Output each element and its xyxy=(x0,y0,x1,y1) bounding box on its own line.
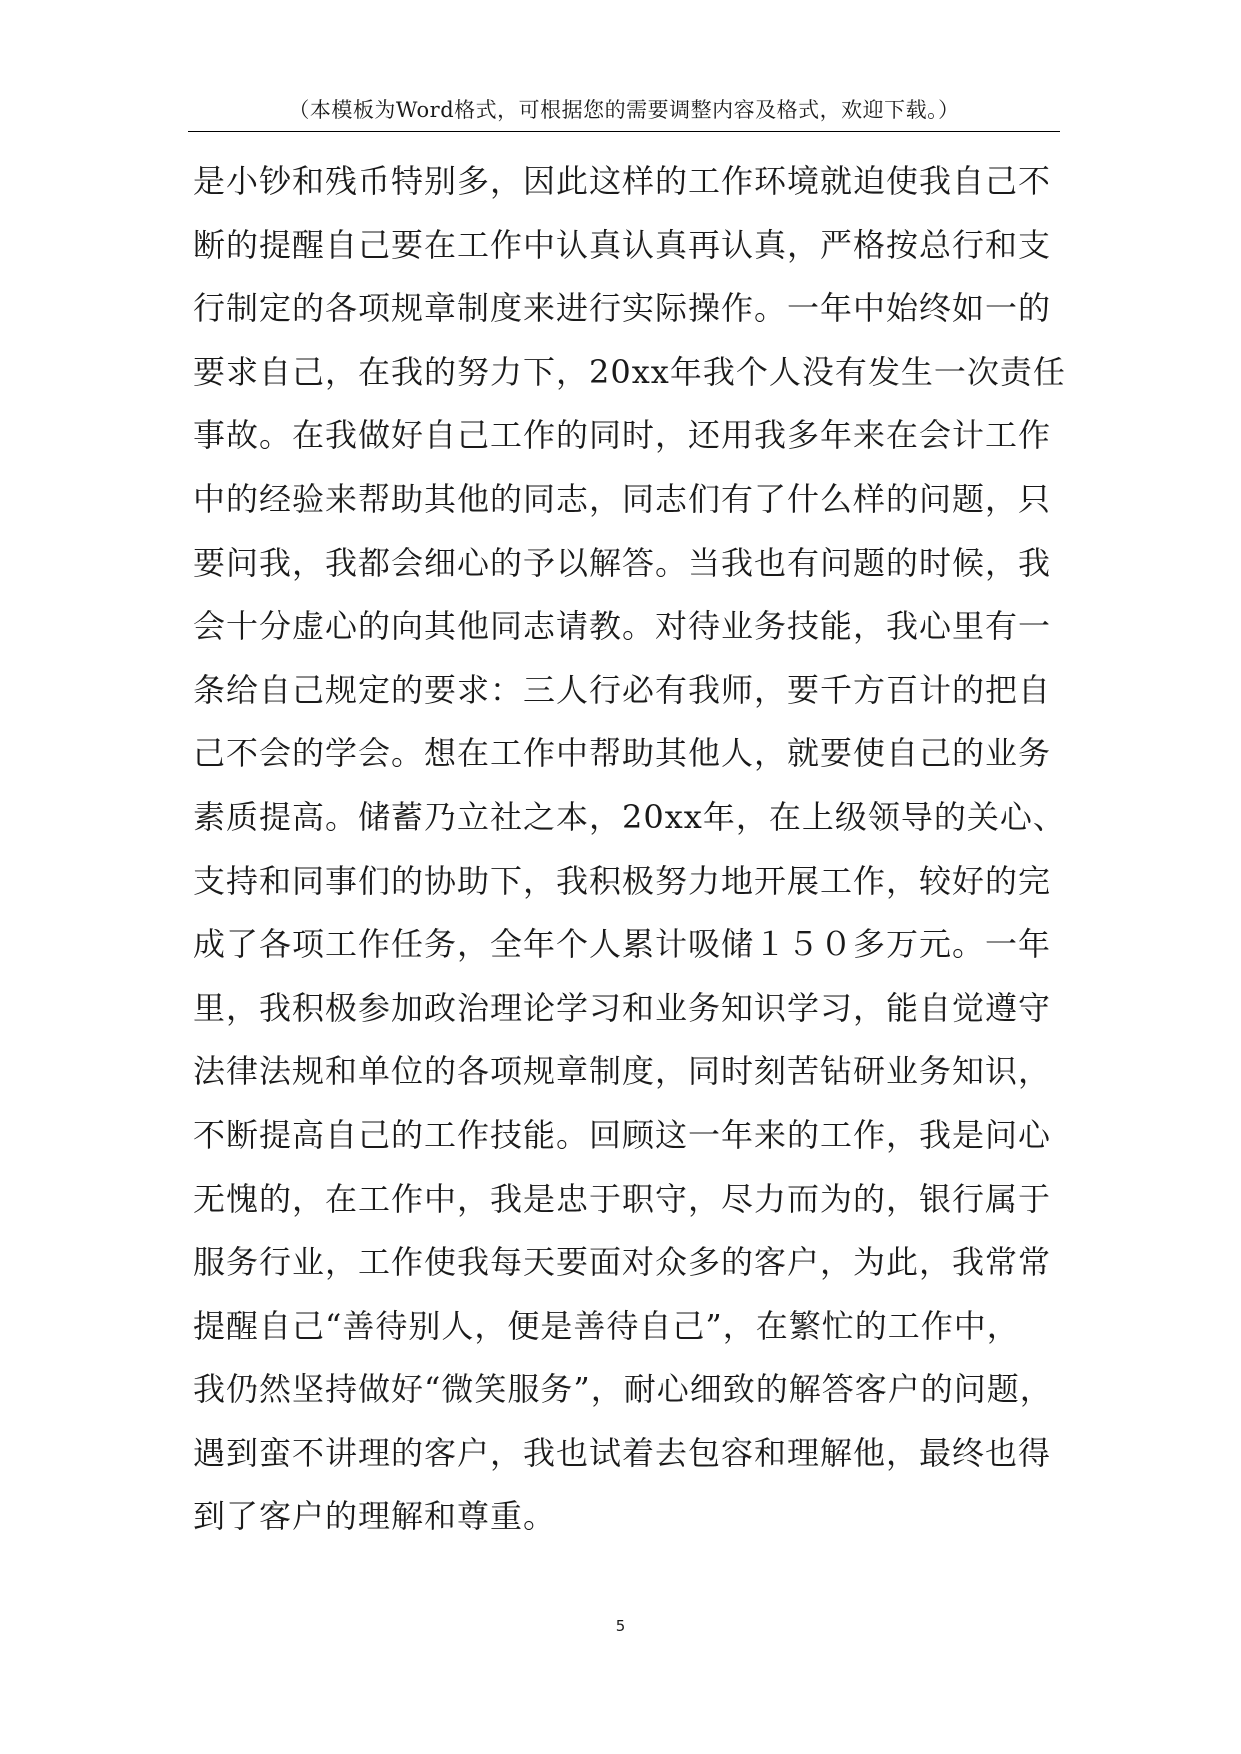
text-line: 是小钞和残币特别多，因此这样的工作环境就迫使我自己不 xyxy=(193,162,1052,200)
text-line: 支持和同事们的协助下，我积极努力地开展工作，较好的完 xyxy=(193,861,1052,900)
page-header-note: （本模板为Word格式，可根据您的需要调整内容及格式，欢迎下载。） xyxy=(288,98,960,122)
text-line: 法律法规和单位的各项规章制度，同时刻苦钻研业务知识， xyxy=(193,1052,1052,1091)
text-line: 里，我积极参加政治理论学习和业务知识学习，能自觉遵守 xyxy=(193,988,1052,1027)
text-line: 行制定的各项规章制度来进行实际操作。一年中始终如一的 xyxy=(193,289,1052,328)
text-line: 成了各项工作任务，全年个人累计吸储１５０多万元。一年 xyxy=(193,925,1052,964)
text-line: 事故。在我做好自己工作的同时，还用我多年来在会计工作 xyxy=(193,416,1052,455)
page-number: 5 xyxy=(615,1617,626,1635)
text-line: 中的经验来帮助其他的同志，同志们有了什么样的问题，只 xyxy=(193,479,1052,518)
text-line: 我仍然坚持做好“微笑服务”，耐心细致的解答客户的问题， xyxy=(193,1370,1053,1409)
text-line: 要问我，我都会细心的予以解答。当我也有问题的时候，我 xyxy=(193,543,1052,582)
body-text xyxy=(193,150,1073,1549)
text-line: 到了客户的理解和尊重。 xyxy=(193,1497,557,1536)
text-line: 己不会的学会。想在工作中帮助其他人，就要使自己的业务 xyxy=(193,734,1052,773)
text-line: 条给自己规定的要求：三人行必有我师，要千方百计的把自 xyxy=(193,670,1052,709)
text-line: 提醒自己“善待别人，便是善待自己”，在繁忙的工作中， xyxy=(193,1306,1020,1345)
text-line: 遇到蛮不讲理的客户，我也试着去包容和理解他，最终也得 xyxy=(193,1433,1052,1472)
text-line: 无愧的，在工作中，我是忠于职守，尽力而为的，银行属于 xyxy=(193,1179,1052,1218)
header-divider xyxy=(188,131,1060,132)
text-line: 不断提高自己的工作技能。回顾这一年来的工作，我是问心 xyxy=(193,1115,1052,1154)
text-line: 断的提醒自己要在工作中认真认真再认真，严格按总行和支 xyxy=(193,225,1052,264)
text-line: 服务行业，工作使我每天要面对众多的客户，为此，我常常 xyxy=(193,1243,1052,1282)
text-line: 会十分虚心的向其他同志请教。对待业务技能，我心里有一 xyxy=(193,607,1052,646)
text-line: 素质提高。储蓄乃立社之本，20xx年，在上级领导的关心、 xyxy=(193,797,1066,836)
text-line: 要求自己，在我的努力下，20xx年我个人没有发生一次责任 xyxy=(193,352,1066,391)
